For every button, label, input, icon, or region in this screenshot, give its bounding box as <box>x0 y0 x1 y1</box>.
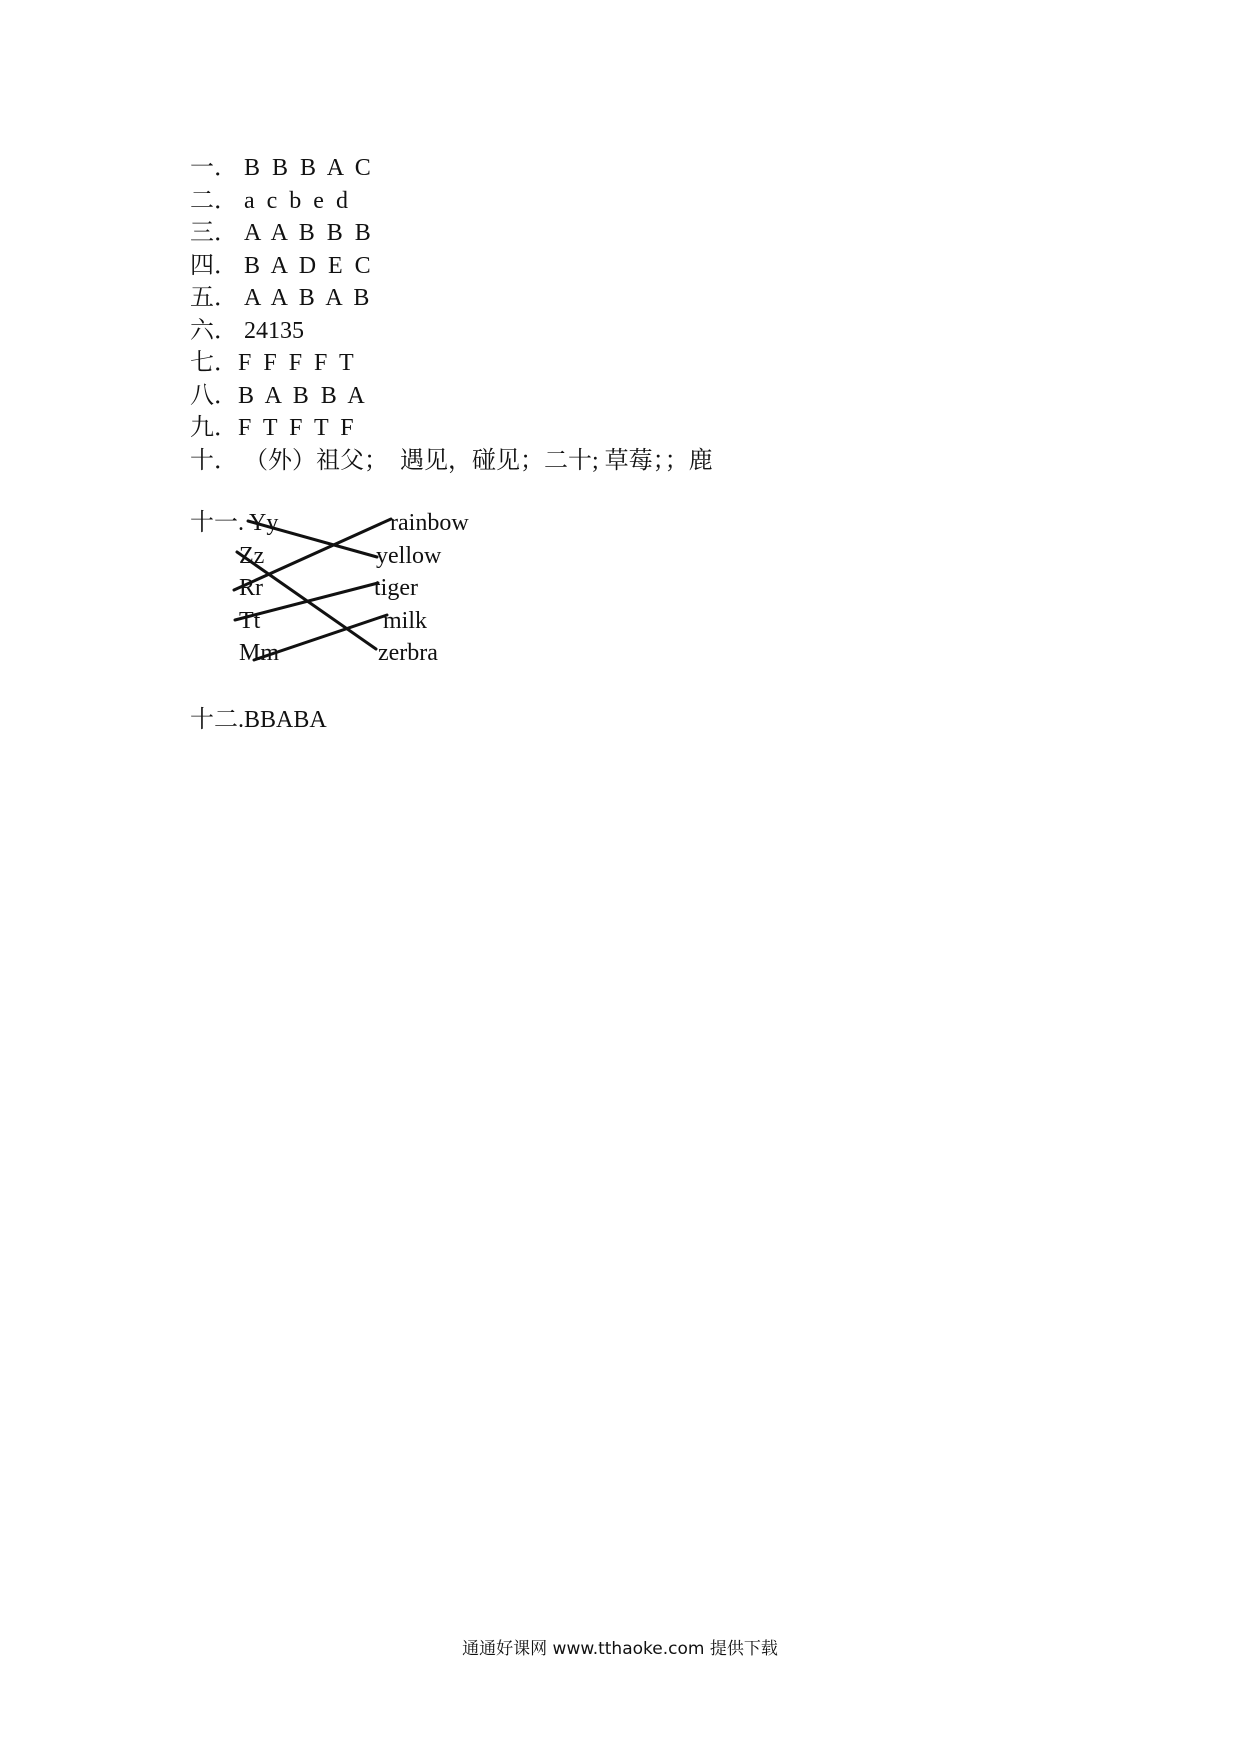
question-number: 九． <box>190 415 238 441</box>
answer-text: BBABA <box>244 707 327 733</box>
answer-text: A A B A B <box>244 285 373 311</box>
answer-text: F F F F T <box>238 350 357 376</box>
answer-line-7 <box>190 347 713 380</box>
matching-number: 十一. <box>190 510 244 536</box>
word-milk: milk <box>383 607 428 634</box>
letter-zz: Zz <box>239 542 265 569</box>
answer-line-6 <box>190 315 713 348</box>
word-zerbra: zerbra <box>378 640 438 666</box>
word-tiger: tiger <box>374 575 418 601</box>
answer-line-9 <box>190 412 713 445</box>
question-number: 五． <box>190 285 238 311</box>
answer-line-1 <box>190 152 713 185</box>
answer-line-8 <box>190 380 713 413</box>
answer-list <box>190 152 713 477</box>
answer-line-5 <box>190 282 713 315</box>
answer-text: B A B B A <box>238 382 368 409</box>
answer-text: a c b e d <box>244 187 351 214</box>
footer-source: 通通好课网 www.tthaoke.com 提供下载 <box>462 1639 778 1659</box>
word-rainbow: rainbow <box>390 510 469 536</box>
question-number: 六． <box>190 317 238 344</box>
question-number: 四． <box>190 252 238 279</box>
word-yellow: yellow <box>376 542 442 569</box>
answer-line-12 <box>190 704 327 737</box>
answer-text: A A B B B <box>244 220 374 246</box>
answer-line-4 <box>190 250 713 283</box>
letter-yy: Yy <box>249 510 279 536</box>
answer-text: 24135 <box>244 317 304 344</box>
question-number: 一． <box>190 155 238 181</box>
answer-line-3 <box>190 217 713 250</box>
answer-text: F T F T F <box>238 415 357 441</box>
answer-text: B B B A C <box>244 155 374 181</box>
matching-exercise <box>190 507 510 682</box>
answer-text: （外）祖父； 遇见，碰见；二十; 草莓；；鹿 <box>244 447 713 474</box>
letter-rr: Rr <box>239 575 263 601</box>
answer-line-2 <box>190 185 713 218</box>
answer-text: B A D E C <box>244 252 374 279</box>
answer-line-10 <box>190 445 713 478</box>
letter-tt: Tt <box>239 607 261 634</box>
question-number: 十二. <box>190 707 244 733</box>
question-number: 三． <box>190 220 238 246</box>
question-number: 十． <box>190 447 238 474</box>
question-number: 七． <box>190 350 238 376</box>
question-number: 二． <box>190 187 238 214</box>
question-number: 八． <box>190 382 238 409</box>
letter-mm: Mm <box>239 640 280 666</box>
